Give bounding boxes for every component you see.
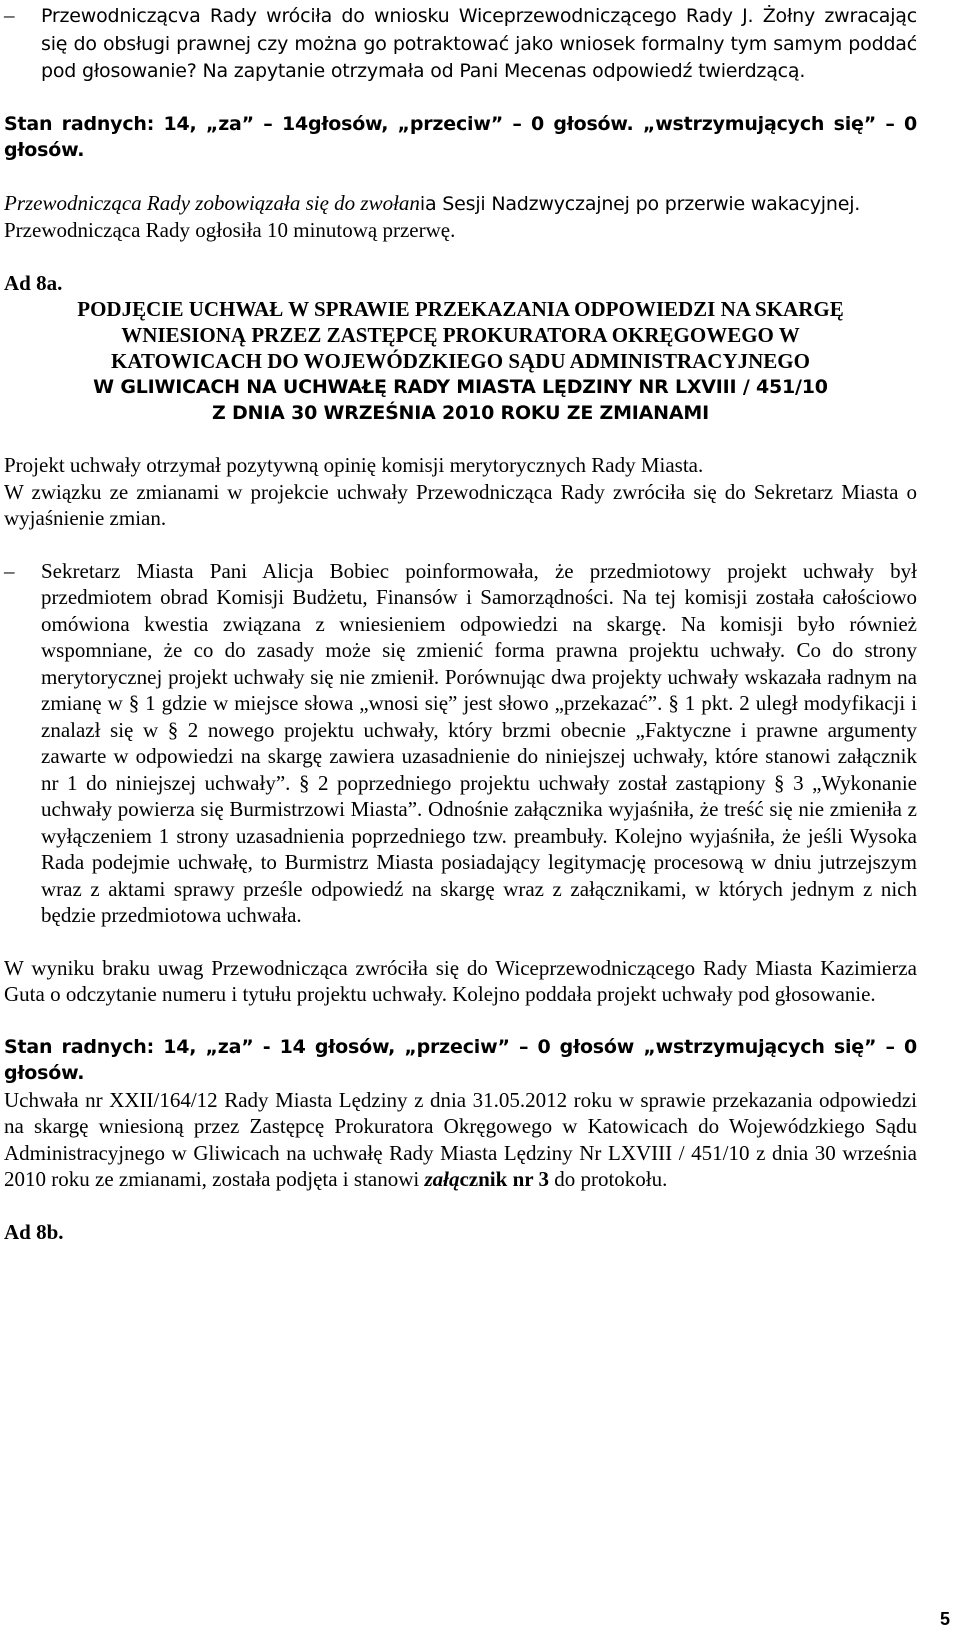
document-page [4, 2, 917, 1245]
attachment-italic: załą [424, 1167, 460, 1191]
dash-bullet: – [4, 558, 15, 583]
resolution-title [4, 296, 917, 426]
attachment-bold: cznik nr 3 [459, 1167, 549, 1191]
paragraph-2-rest: ia Sesji Nadzwyczajnej po przerwie wakacyjnej. [419, 192, 861, 215]
page-number: 5 [939, 1608, 950, 1629]
vote-result-2: Stan radnych: 14, „za” - 14 głosów, „przeciw” – 0 głosów „wstrzymujących się” – 0 głosów. [4, 1035, 917, 1084]
paragraph-5: W związku ze zmianami w projekcie uchwały Przewodnicząca Rady zwróciła się do Sekretarz Miasta o wyjaśnienie zmian. [4, 479, 917, 530]
paragraph-2 [4, 190, 917, 218]
title-line-4: W GLIWICACH NA UCHWAŁĘ RADY MIASTA LĘDZINY NR LXVIII / 451/10 [93, 376, 828, 398]
paragraph-6-text: Sekretarz Miasta Pani Alicja Bobiec poinformowała, że przedmiotowy projekt uchwały był przedmiotem obrad Komisji Budżetu, Finansów i Samorządności. Na tej komisji została całościowo omówiona kwestia związana z wniesieniem odpowiedzi na skargę. Na komisji było również wspomniane, że co do zasady może się zmienić forma prawna projektu uchwały. Co do strony merytorycznej projekt uchwały się nie zmienił. Porównując dwa projekty uchwały wskazała radnym na zmianę w § 1 gdzie w miejsce słowa „wnosi się” jest słowo „przekazać”. § 1 pkt. 2 uległ modyfikacji i znalazł się w § 2 nowego projektu uchwały, który brzmi obecnie „Faktyczne i prawne argumenty zawarte w odpowiedzi na skargę zawiera uzasadnienie do niniejszej uchwały, które stanowi załącznik nr 1 do niniejszej uchwały”. § 2 poprzedniego projektu uchwały został zastąpiony § 3 „Wykonanie uchwały powierza się Burmistrzowi Miasta”. Odnośnie załącznika wyjaśniła, że treść się nie zmieniła z wyłączeniem 1 strony uzasadnienia poprzedniego tzw. preambuły. Kolejno wyjaśniła, że jeśli Wysoka Rada podejmie uchwałę, to Burmistrz Miasta posiadający legitymację procesową w dniu jutrzejszym wraz z aktami sprawy prześle odpowiedź na skargę wraz z załącznikami, w których jednym z nich będzie przedmiotowa uchwała. [41, 558, 917, 927]
title-line-5: Z DNIA 30 WRZEŚNIA 2010 ROKU ZE ZMIANAMI [212, 402, 709, 424]
title-line-3: KATOWICACH DO WOJEWÓDZKIEGO SĄDU ADMINISTRACYJNEGO [111, 349, 810, 373]
paragraph-2-italic: Przewodnicząca Rady zobowiązała się do zwołan [4, 190, 420, 215]
dash-bullet: – [4, 3, 15, 27]
paragraph-3: Przewodnicząca Rady ogłosiła 10 minutową przerwę. [4, 218, 456, 242]
vote-result-1: Stan radnych: 14, „za” – 14głosów, „przeciw” – 0 głosów. „wstrzymujących się” – 0 głosów. [4, 112, 917, 161]
paragraph-1 [4, 2, 917, 85]
section-heading-ad8a: Ad 8a. [4, 270, 63, 295]
paragraph-1-text: Przewodniczącva Rady wróciła do wniosku Wiceprzewodniczącego Rady J. Żołny zwracając się do obsługi prawnej czy można go potraktować jako wniosek formalny tym samym poddać pod głosowanie? Na zapytanie otrzymała od Pani Mecenas odpowiedź twierdzącą. [41, 5, 917, 82]
paragraph-4: Projekt uchwały otrzymał pozytywną opinię komisji merytorycznych Rady Miasta. [4, 453, 704, 477]
paragraph-8 [4, 1087, 917, 1193]
title-line-2: WNIESIONĄ PRZEZ ZASTĘPCĘ PROKURATORA OKRĘGOWEGO W [121, 323, 800, 347]
paragraph-8-text: Uchwała nr XXII/164/12 Rady Miasta Lędziny z dnia 31.05.2012 roku w sprawie przekazania odpowiedzi na skargę wniesioną przez Zastępcę Prokuratora Okręgowego w Katowicach do Wojewódzkiego Sądu Administracyjnego w Gliwicach na uchwałę Rady Miasta Lędziny Nr LXVIII / 451/10 z dnia 30 września 2010 roku ze zmianami, została podjęta i stanowi [4, 1087, 917, 1191]
paragraph-7: W wyniku braku uwag Przewodnicząca zwróciła się do Wiceprzewodniczącego Rady Miasta Kazimierza Guta o odczytanie numeru i tytułu projektu uchwały. Kolejno poddała projekt uchwały pod głosowanie. [4, 955, 917, 1006]
title-line-1: PODJĘCIE UCHWAŁ W SPRAWIE PRZEKAZANIA ODPOWIEDZI NA SKARGĘ [77, 297, 844, 321]
paragraph-8-tail: do protokołu. [548, 1167, 668, 1191]
paragraph-6 [4, 558, 917, 929]
section-heading-ad8b: Ad 8b. [4, 1219, 64, 1244]
